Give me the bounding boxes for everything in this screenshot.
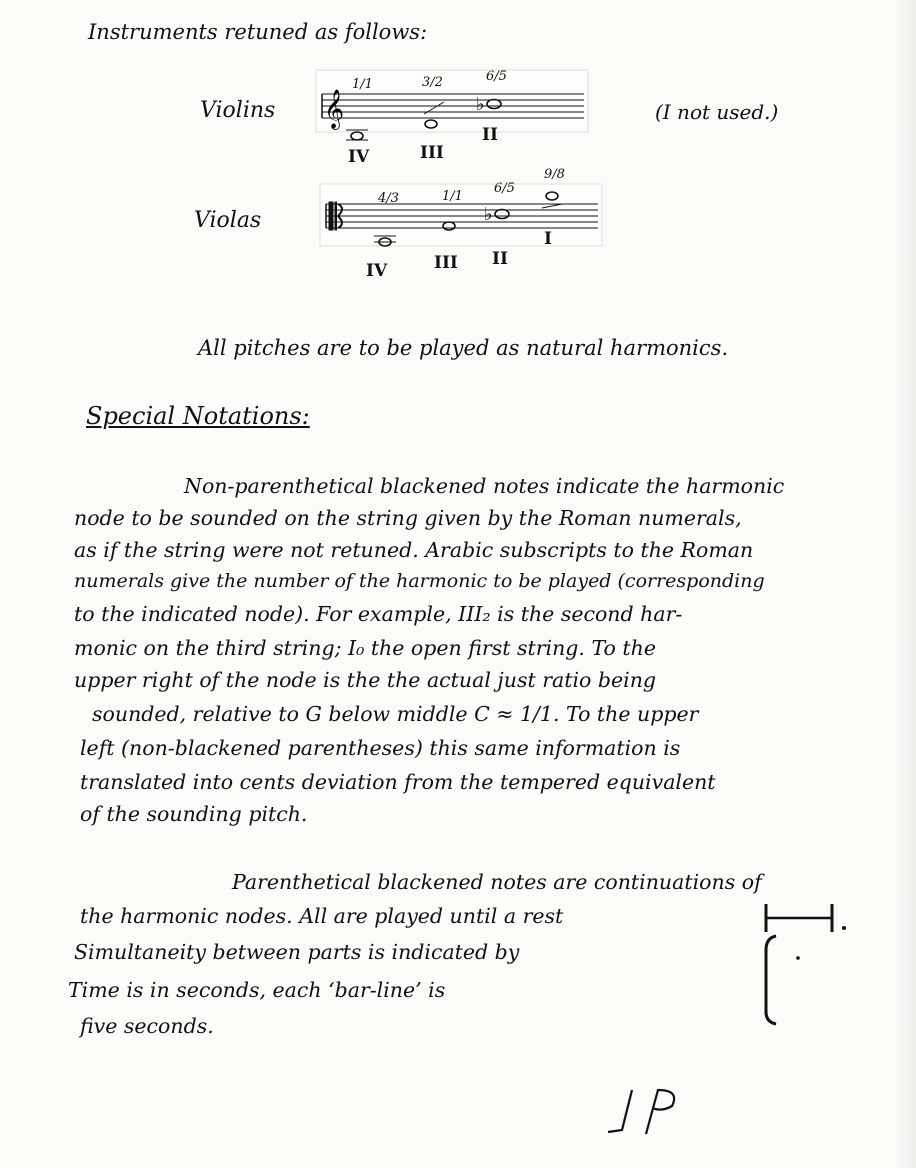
svg-text:♭: ♭: [476, 94, 485, 115]
simultaneity-bracket-icon: [756, 930, 816, 1030]
violins-note: (I not used.): [655, 100, 779, 124]
violas-string-ii: II: [492, 249, 508, 269]
paragraph1-line-2: node to be sounded on the string given by the Roman numerals,: [74, 506, 742, 530]
paragraph1-line-5: to the indicated node). For example, III₂ is the second har-: [74, 602, 683, 626]
violas-ratio-1: 4/3: [378, 191, 399, 206]
paragraph2-line-3: Simultaneity between parts is indicated by: [74, 940, 520, 964]
scan-shadow: [894, 0, 916, 1168]
violas-ratio-3: 6/5: [494, 181, 515, 196]
paragraph1-line-8: sounded, relative to G below middle C ≈ 1/1. To the upper: [92, 702, 699, 726]
violins-string-iv: IV: [348, 147, 370, 167]
paragraph1-line-6: monic on the third string; I₀ the open first string. To the: [74, 636, 656, 660]
violins-string-ii: II: [482, 125, 498, 145]
violas-staff: [316, 164, 606, 294]
violas-string-iii: III: [434, 253, 458, 273]
treble-clef-icon: 𝄞: [324, 89, 345, 129]
violas-string-iv: IV: [366, 261, 388, 281]
violas-ratio-2: 1/1: [442, 189, 463, 204]
violas-label: Violas: [194, 208, 262, 233]
paragraph2-line-1: Parenthetical blackened notes are continuations of: [232, 870, 762, 894]
violins-ratio-3: 6/5: [486, 69, 507, 84]
violins-ratio-2: 3/2: [422, 75, 443, 90]
paragraph1-line-4: numerals give the number of the harmonic to be played (corresponding: [74, 570, 765, 592]
paragraph1-line-10: translated into cents deviation from the tempered equivalent: [80, 770, 716, 794]
paragraph2-line-2: the harmonic nodes. All are played until a rest: [80, 904, 564, 928]
violas-string-i: I: [544, 229, 552, 249]
violins-ratio-1: 1/1: [352, 77, 373, 92]
paragraph1-line-1: Non-parenthetical blackened notes indicate the harmonic: [184, 474, 785, 498]
svg-text:♭: ♭: [484, 204, 493, 225]
paragraph1-line-9: left (non-blackened parentheses) this same information is: [80, 736, 681, 760]
violins-staff: [312, 62, 592, 180]
harmonics-line: All pitches are to be played as natural harmonics.: [198, 336, 729, 360]
violins-string-iii: III: [420, 143, 444, 163]
paragraph2-line-5: five seconds.: [80, 1014, 214, 1038]
violas-ratio-4: 9/8: [544, 167, 565, 182]
paragraph1-line-3: as if the string were not retuned. Arabic subscripts to the Roman: [74, 538, 754, 562]
violins-label: Violins: [200, 98, 276, 123]
paragraph1-line-7: upper right of the node is the the actual just ratio being: [74, 668, 657, 692]
special-notations-heading: Special Notations:: [86, 402, 310, 430]
signature-mark: [602, 1082, 692, 1142]
instruments-heading: Instruments retuned as follows:: [88, 20, 428, 44]
paragraph1-line-11: of the sounding pitch.: [80, 802, 308, 826]
paragraph2-line-4: Time is in seconds, each ‘bar-line’ is: [68, 978, 446, 1002]
